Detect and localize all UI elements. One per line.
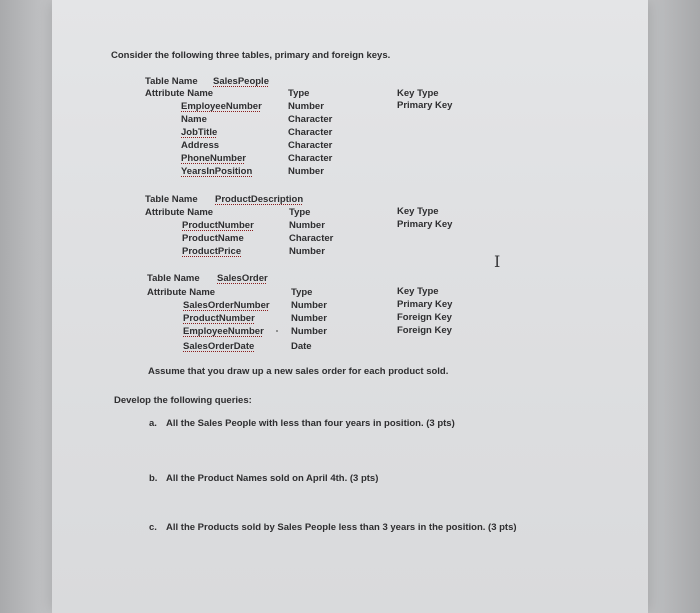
query-a-letter: a. xyxy=(149,418,157,429)
t3-key: Foreign Key xyxy=(397,325,452,336)
query-c-text: All the Products sold by Sales People less than 3 years in the position. (3 pts) xyxy=(166,522,517,533)
t1-type: Character xyxy=(288,153,333,164)
t2-type: Character xyxy=(289,233,334,244)
text-cursor-icon: I xyxy=(494,252,501,271)
t1-key: Primary Key xyxy=(397,100,453,111)
query-b-letter: b. xyxy=(149,473,158,484)
t1-type: Character xyxy=(288,140,333,151)
t2-table-name: ProductDescription xyxy=(215,194,304,205)
stray-dot xyxy=(276,330,278,332)
t1-attr: JobTitle xyxy=(181,127,218,138)
t2-key: Primary Key xyxy=(397,219,453,230)
t2-type: Number xyxy=(289,220,325,231)
assumption-text: Assume that you draw up a new sales order for each product sold. xyxy=(148,366,449,377)
t3-type: Number xyxy=(291,300,327,311)
t1-type: Character xyxy=(288,114,333,125)
t3-type-label: Type xyxy=(291,287,313,298)
t3-key: Primary Key xyxy=(397,299,453,310)
t3-attr: SalesOrderDate xyxy=(183,341,255,352)
intro-text: Consider the following three tables, primary and foreign keys. xyxy=(111,50,391,61)
t2-type: Number xyxy=(289,246,325,257)
t3-key: Foreign Key xyxy=(397,312,452,323)
t2-table-name-label: Table Name xyxy=(145,194,198,205)
t2-attr: ProductNumber xyxy=(182,220,254,231)
t2-key-label: Key Type xyxy=(397,206,439,217)
t1-attribute-label: Attribute Name xyxy=(145,88,214,99)
t1-type: Number xyxy=(288,166,324,177)
query-c-letter: c. xyxy=(149,522,157,533)
t2-attr: ProductPrice xyxy=(182,246,242,257)
t3-type: Date xyxy=(291,341,312,352)
t3-table-name: SalesOrder xyxy=(217,273,268,284)
t3-type: Number xyxy=(291,326,327,337)
t3-attribute-label: Attribute Name xyxy=(147,287,216,298)
queries-heading: Develop the following queries: xyxy=(114,395,252,406)
t3-attr: ProductNumber xyxy=(183,313,255,324)
query-b-text: All the Product Names sold on April 4th. (3 pts) xyxy=(166,473,379,484)
t1-type: Character xyxy=(288,127,333,138)
t3-attr: EmployeeNumber xyxy=(183,326,264,337)
t1-attr: YearsInPosition xyxy=(181,166,253,177)
t1-attr: PhoneNumber xyxy=(181,153,246,164)
t1-attr: Address xyxy=(181,140,220,151)
t1-table-name: SalesPeople xyxy=(213,76,269,87)
t1-table-name-label: Table Name xyxy=(145,76,198,87)
t3-attr: SalesOrderNumber xyxy=(183,300,270,311)
t2-attr: ProductName xyxy=(182,233,244,244)
t2-attribute-label: Attribute Name xyxy=(145,207,214,218)
t3-table-name-label: Table Name xyxy=(147,273,200,284)
t1-type-label: Type xyxy=(288,88,310,99)
t1-type: Number xyxy=(288,101,324,112)
t2-type-label: Type xyxy=(289,207,311,218)
t1-attr: EmployeeNumber xyxy=(181,101,262,112)
t3-key-label: Key Type xyxy=(397,286,439,297)
t1-key-label: Key Type xyxy=(397,88,439,99)
t1-attr: Name xyxy=(181,114,207,125)
t3-type: Number xyxy=(291,313,327,324)
query-a-text: All the Sales People with less than four years in position. (3 pts) xyxy=(166,418,455,429)
